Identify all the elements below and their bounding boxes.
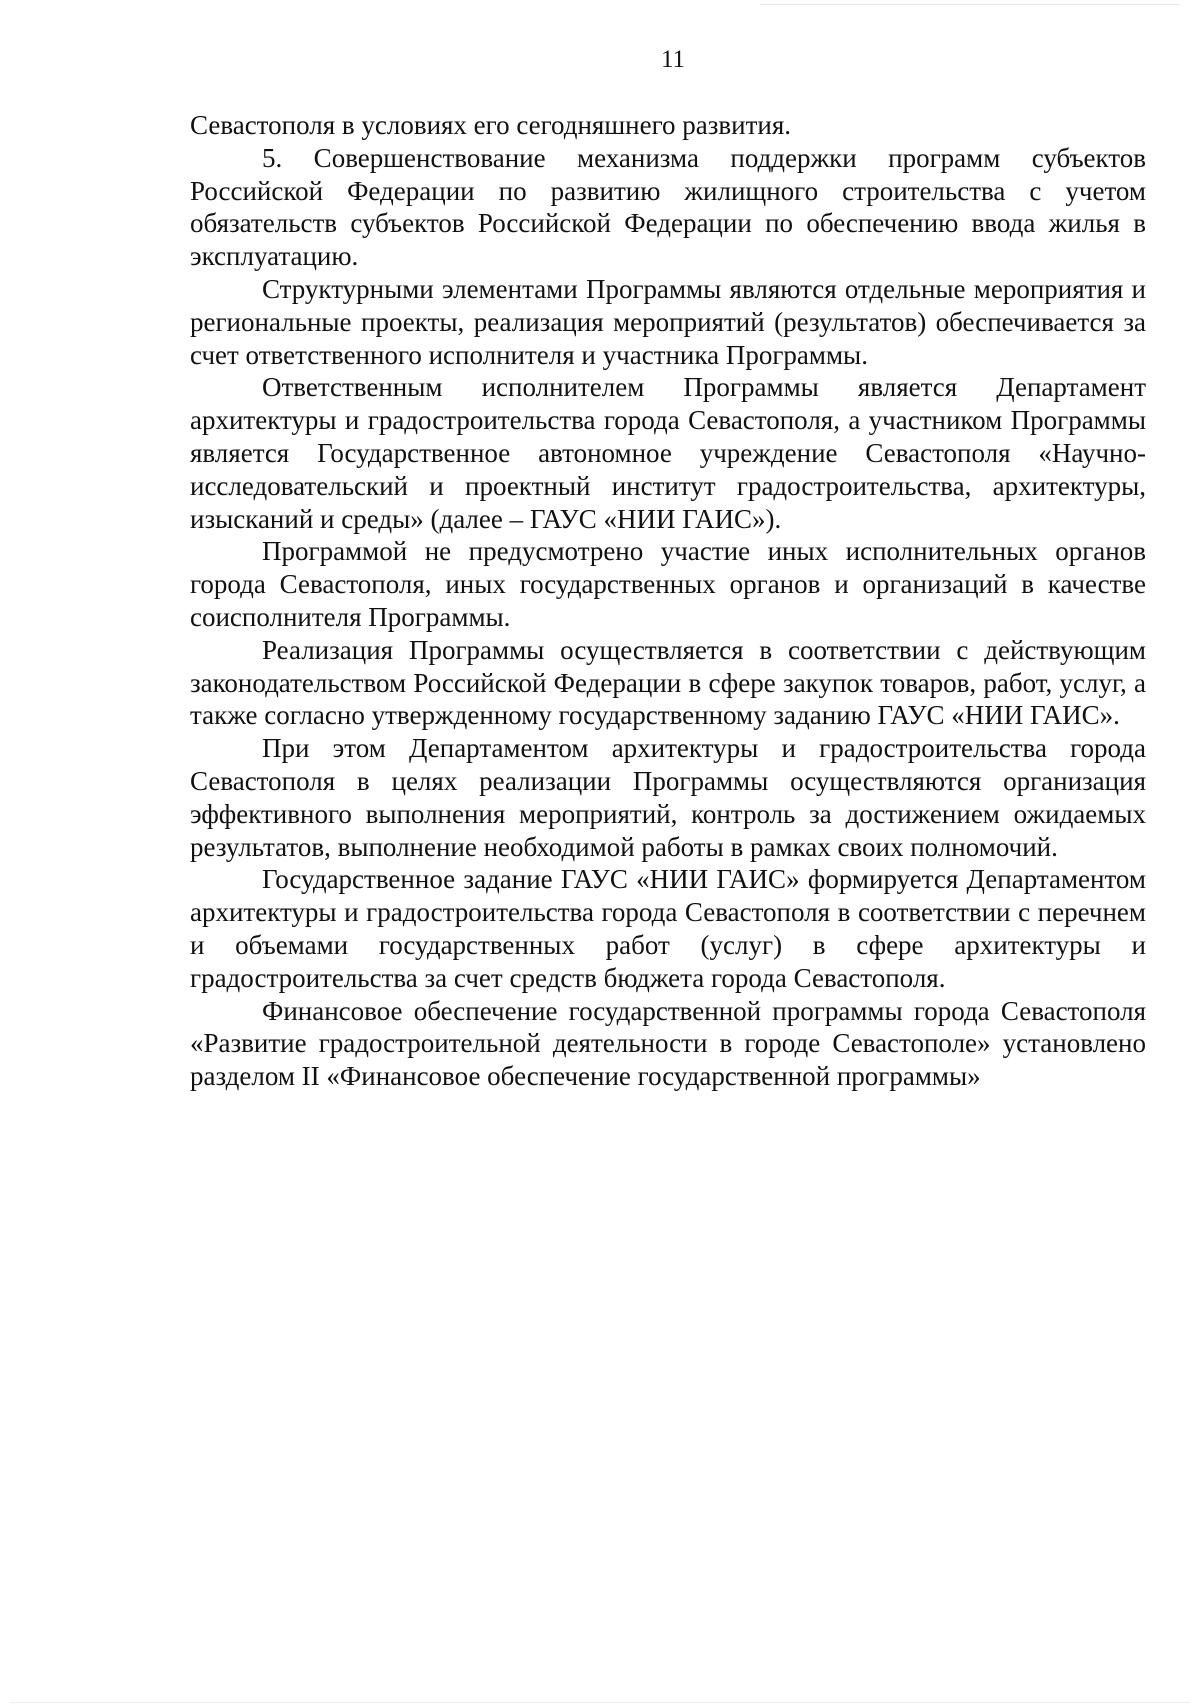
page-number: 11 — [660, 46, 686, 73]
paragraph-continuation: Севастополя в условиях его сегодняшнего развития. — [190, 110, 791, 140]
paragraph-responsible-executor: Ответственным исполнителем Программы является Департамент архитектуры и градостроительства города Севастополя, а участником Программы является Государственное автономное учреждение Севастополя «Научно-исследовательский и проектный институт градостроительства, архитектуры, изысканий и среды» (далее – ГАУС «НИИ ГАИС»). — [190, 372, 1146, 534]
paragraph-item-5: 5. Совершенствование механизма поддержки программ субъектов Российской Федерации по развитию жилищного строительства с учетом обязательств субъектов Российской Федерации по обеспечению ввода жилья в эксплуатацию. — [190, 142, 1146, 272]
document-body — [190, 109, 1146, 1093]
paragraph-financing: Финансовое обеспечение государственной программы города Севастополя «Развитие градостроительной деятельности в городе Севастополе» установлено разделом II «Финансовое обеспечение государственной программы» — [190, 995, 1146, 1092]
paragraph-structural-elements: Структурными элементами Программы являются отдельные мероприятия и региональные проекты, реализация мероприятий (результатов) обеспечивается за счет ответственного исполнителя и участника Программы. — [190, 273, 1146, 370]
scan-edge-mark-bottom — [10, 1702, 1190, 1703]
paragraph-no-coexecutors: Программой не предусмотрено участие иных исполнительных органов города Севастополя, иных государственных органов и организаций в качестве соисполнителя Программы. — [190, 536, 1146, 632]
paragraph-department-control: При этом Департаментом архитектуры и градостроительства города Севастополя в целях реализации Программы осуществляются организация эффективного выполнения мероприятий, контроль за достижением ожидаемых результатов, выполнение необходимой работы в рамках своих полномочий. — [190, 733, 1146, 862]
paragraph-implementation: Реализация Программы осуществляется в соответствии с действующим законодательством Российской Федерации в сфере закупок товаров, работ, услуг, а также согласно утвержденному государственному заданию ГАУС «НИИ ГАИС». — [190, 634, 1146, 731]
scan-edge-mark-top — [760, 4, 1180, 5]
paragraph-state-task: Государственное задание ГАУС «НИИ ГАИС» формируется Департаментом архитектуры и градостроительства города Севастополя в соответствии с перечнем и объемами государственных работ (услуг) в сфере архитектуры и градостроительства за счет средств бюджета города Севастополя. — [190, 864, 1146, 993]
